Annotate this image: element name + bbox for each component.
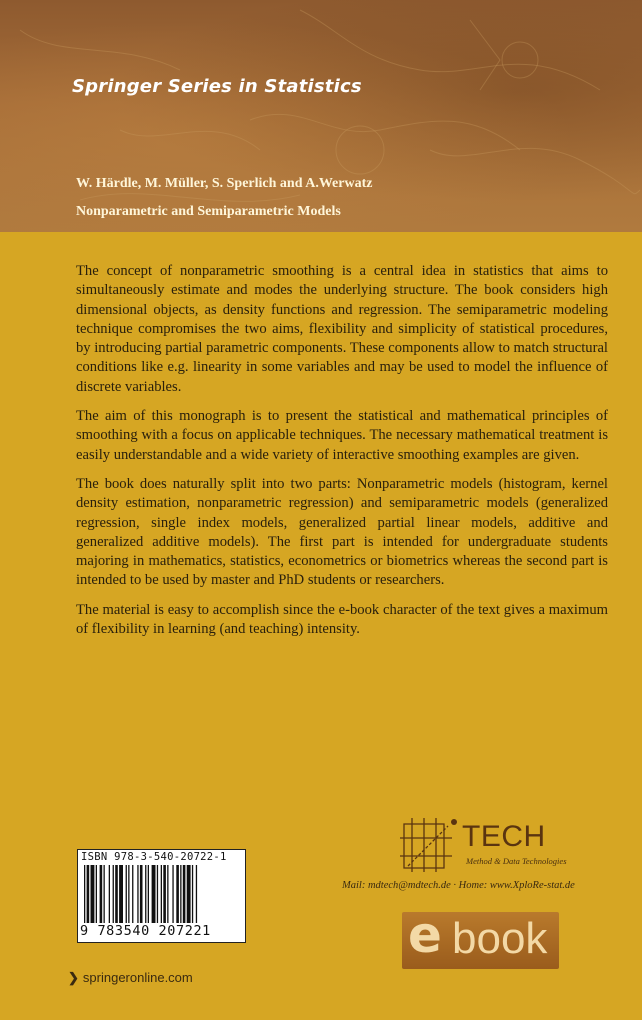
isbn-label: ISBN 978-3-540-20722-1: [81, 851, 227, 863]
barcode-bar: [196, 865, 197, 923]
barcode-bar: [128, 865, 129, 923]
springer-link-text: springeronline.com: [82, 970, 193, 985]
barcode-bar: [172, 865, 173, 923]
barcode-bar: [180, 865, 181, 923]
blurb-paragraph-2: The aim of this monograph is to present the statistical and mathematical principles of smoothing with a focus on applicable techniques. The necessary mathematical treatment is easily understandable and a wide variety of interactive smoothing examples are given.: [76, 408, 608, 463]
blurb-paragraph-1: The concept of nonparametric smoothing is a central idea in statistics that aims to simultaneously estimate and modes the underlying structure. The book considers high dimensional objects, as density functions and regression. The semiparametric modeling technique compromises the two aims, flexibility and simplicity of statistical procedures, by introducing partial parametric components. These components allow to match structural conditions like e.g. linearity in some variables and may be used to model the influence of discrete variables.: [76, 263, 608, 395]
barcode-bar: [109, 865, 110, 923]
mdtech-emblem-icon: [398, 816, 460, 876]
barcode-bars: [84, 865, 239, 923]
isbn-barcode: [77, 849, 246, 943]
barcode-bar: [157, 865, 158, 923]
barcode-bar: [113, 865, 114, 923]
barcode-bar: [161, 865, 162, 923]
barcode-bar: [140, 865, 143, 923]
barcode-bar: [119, 865, 123, 923]
ebook-word: book: [452, 914, 548, 963]
cover-header: [0, 0, 642, 232]
barcode-bar: [104, 865, 105, 923]
mdtech-wordmark: TECH: [462, 820, 546, 853]
barcode-bar: [145, 865, 146, 923]
mdtech-logo: [398, 816, 568, 880]
barcode-bar: [137, 865, 138, 923]
contact-line: Mail: mdtech@mdtech.de · Home: www.XploRe-stat.de: [342, 880, 575, 891]
ebook-e: e: [408, 906, 442, 964]
barcode-bar: [87, 865, 90, 923]
series-title: Springer Series in Statistics: [72, 76, 362, 97]
book-title: Nonparametric and Semiparametric Models: [76, 204, 341, 219]
barcode-bar: [167, 865, 168, 923]
barcode-bar: [152, 865, 156, 923]
blurb-paragraph-3: The book does naturally split into two parts: Nonparametric models (histogram, kernel density estimation, nonparametric regression) and semiparametric models (generalized regression, single index models, generalized partial linear models, additive and generalized additive models). The first part is intended for undergraduate students majoring in mathematics, statistics, econometrics or biometrics whereas the second part is intended to be used by master and PhD students or researchers.: [76, 475, 608, 589]
blurb: [76, 262, 608, 649]
barcode-bar: [96, 865, 97, 923]
chevron-right-icon: ❯: [68, 970, 79, 985]
barcode-digits: 9 783540 207221: [80, 923, 211, 939]
barcode-bar: [115, 865, 118, 923]
barcode-bar: [84, 865, 85, 923]
barcode-bar: [183, 865, 186, 923]
header-texture: [0, 0, 642, 232]
barcode-bar: [132, 865, 133, 923]
ebook-logo: [402, 906, 559, 969]
barcode-bar: [187, 865, 191, 923]
blurb-paragraph-4: The material is easy to accomplish since the e-book character of the text gives a maximum of flexibility in learning (and teaching) intensity.: [76, 601, 608, 638]
barcode-bar: [148, 865, 149, 923]
barcode-bar: [126, 865, 127, 923]
barcode-bar: [91, 865, 95, 923]
barcode-bar: [163, 865, 166, 923]
mdtech-tagline: Method & Data Technologies: [466, 856, 567, 866]
barcode-bar: [100, 865, 103, 923]
authors: W. Härdle, M. Müller, S. Sperlich and A.Werwatz: [76, 176, 373, 191]
barcode-bar: [192, 865, 193, 923]
springer-link[interactable]: [68, 970, 193, 986]
barcode-bar: [176, 865, 179, 923]
